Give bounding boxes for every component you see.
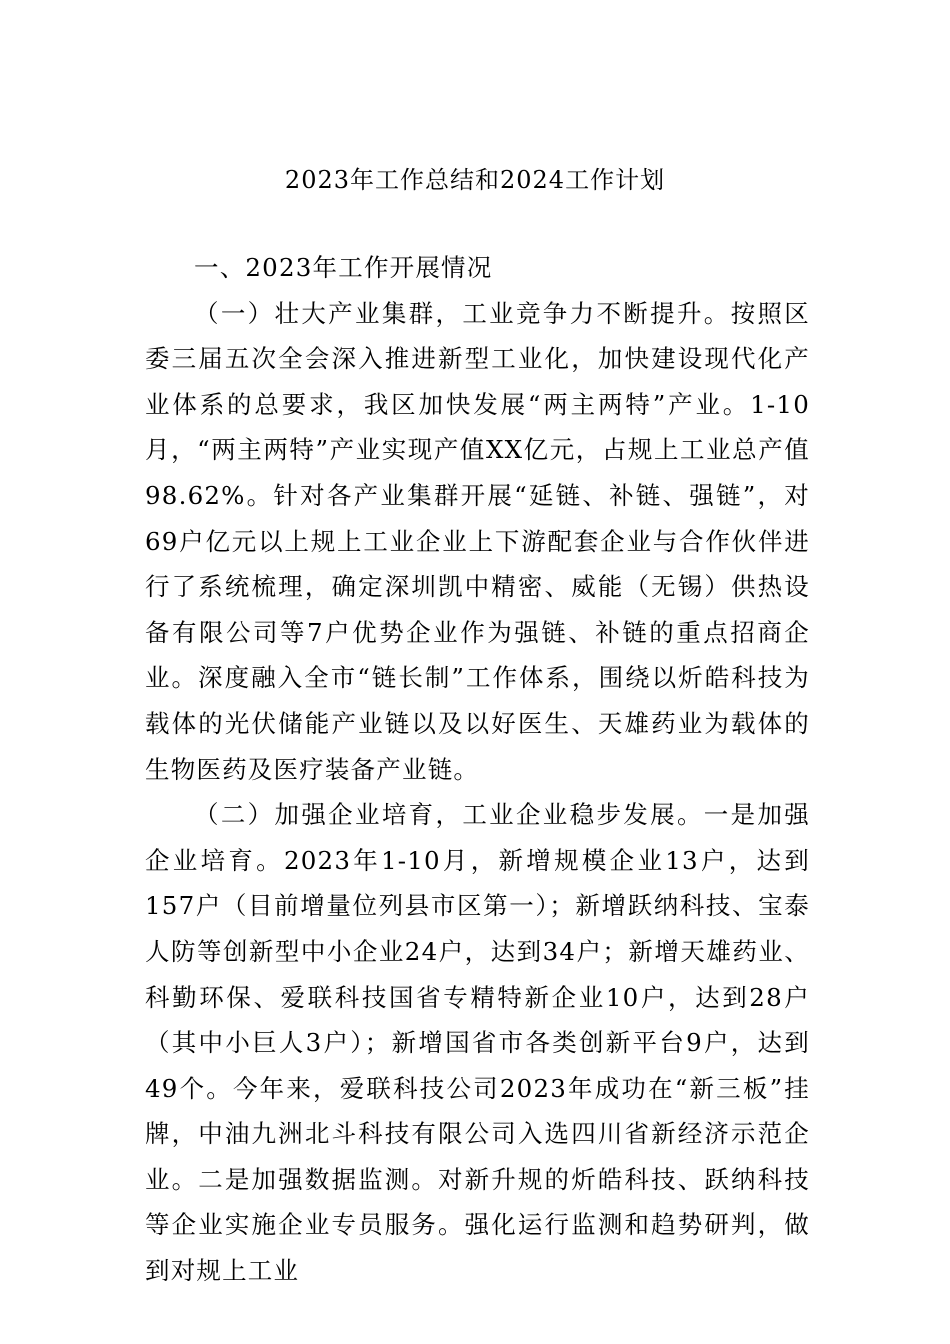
document-body	[145, 245, 810, 1294]
document-title: 2023年工作总结和2024工作计划	[284, 166, 666, 194]
section-heading: 一、2023年工作开展情况	[194, 253, 493, 282]
paragraph-2: （二）加强企业培育，工业企业稳步发展。一是加强企业培育。2023年1-10月，新增规模企业13户，达到157户（目前增量位列县市区第一）；新增跃纳科技、宝泰人防等创新型中小企业24户，达到34户；新增天雄药业、科勤环保、爱联科技国省专精特新企业10户，达到28户（其中小巨人3户）；新增国省市各类创新平台9户，达到49个。今年来，爱联科技公司2023年成功在“新三板”挂牌，中油九洲北斗科技有限公司入选四川省新经济示范企业。二是加强数据监测。对新升规的炘皓科技、跃纳科技等企业实施企业专员服务。强化运行监测和趋势研判，做到对规上工业	[145, 800, 810, 1286]
paragraph-1: （一）壮大产业集群，工业竞争力不断提升。按照区委三届五次全会深入推进新型工业化，加快建设现代化产业体系的总要求，我区加快发展“两主两特”产业。1-10月，“两主两特”产业实现产值XX亿元，占规上工业总产值98.62%。针对各产业集群开展“延链、补链、强链”，对69户亿元以上规上工业企业上下游配套企业与合作伙伴进行了系统梳理，确定深圳凯中精密、威能（无锡）供热设备有限公司等7户优势企业作为强链、补链的重点招商企业。深度融入全市“链长制”工作体系，围绕以炘皓科技为载体的光伏储能产业链以及以好医生、天雄药业为载体的生物医药及医疗装备产业链。	[145, 298, 810, 784]
